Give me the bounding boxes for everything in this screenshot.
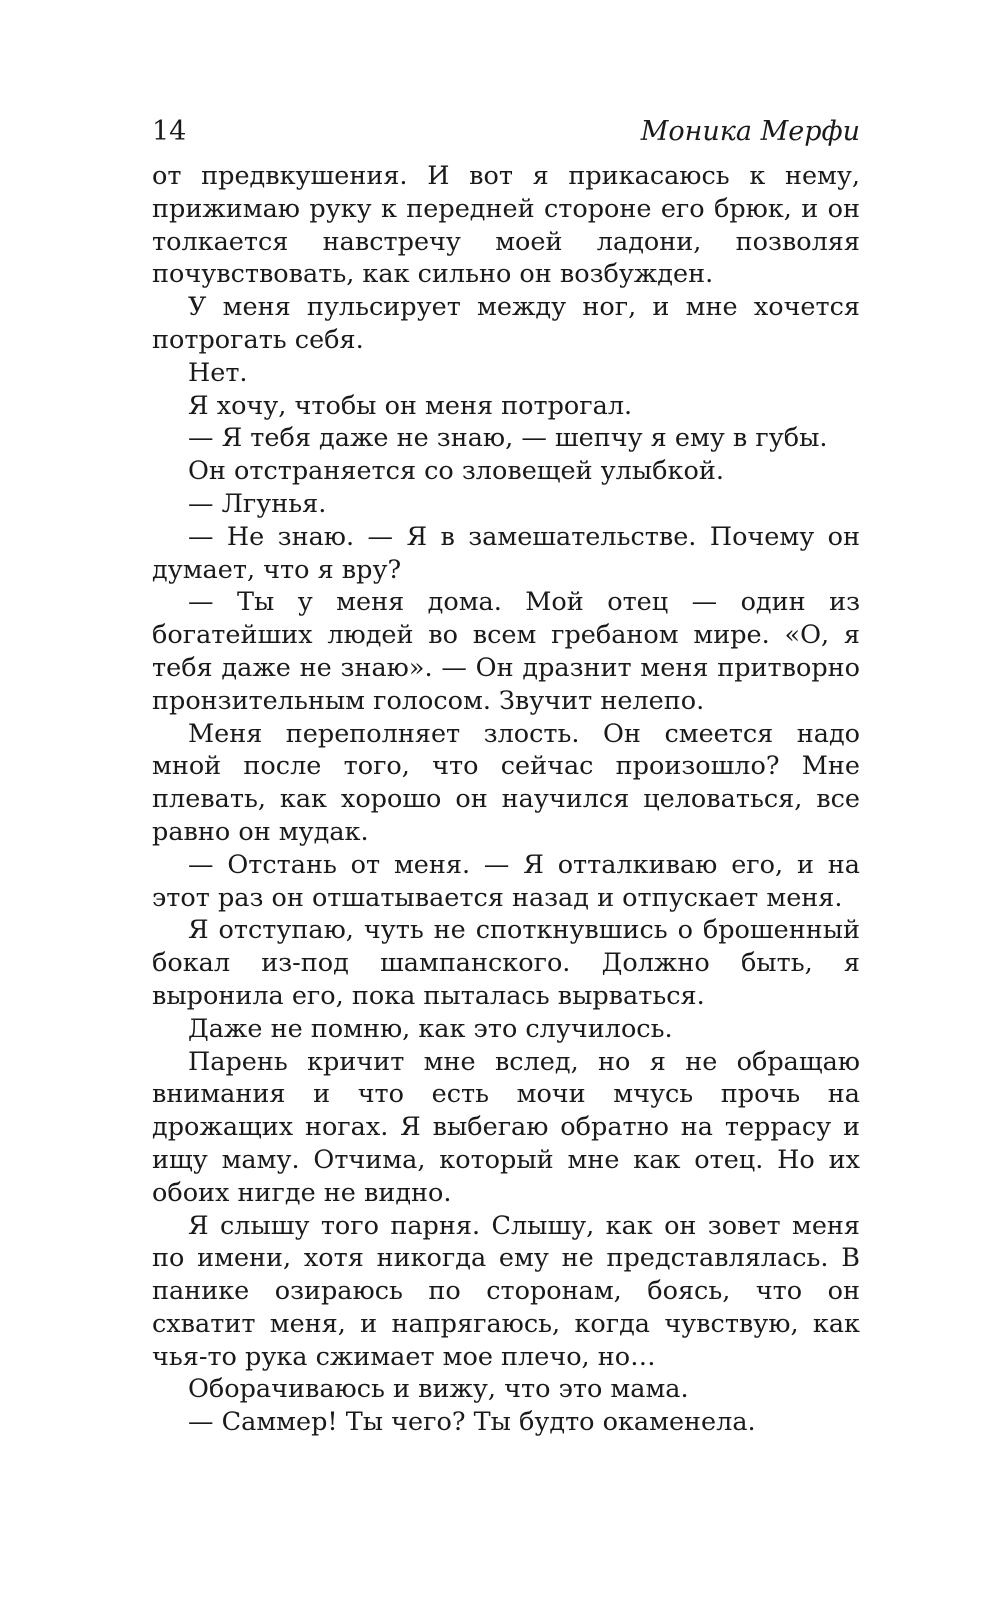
paragraph: Я слышу того парня. Слышу, как он зовет меня по имени, хотя никогда ему не представлялась. В панике озираюсь по сторонам, боясь, что он схватит меня, и напрягаюсь, когда чувствую, как чья-то рука сжимает мое плечо, но…: [152, 1210, 860, 1372]
paragraph: Меня переполняет злость. Он смеется надо мной после того, что сейчас произошло? Мне плевать, как хорошо он научился целоваться, все равно он мудак.: [152, 718, 860, 847]
paragraph: Нет.: [188, 357, 248, 388]
paragraph: Даже не помню, как это случилось.: [188, 1013, 673, 1044]
paragraph: — Не знаю. — Я в замешательстве. Почему он думает, что я вру?: [152, 521, 860, 585]
paragraph: У меня пульсирует между ног, и мне хочется потрогать себя.: [152, 292, 860, 355]
book-page: [152, 112, 860, 1439]
paragraph: — Ты у меня дома. Мой отец — один из богатейших людей во всем гребаном мире. «О, я тебя даже не знаю». — Он дразнит меня притворно пронзительным голосом. Звучит нелепо.: [152, 587, 860, 716]
body-text: [152, 160, 860, 1439]
paragraph: Я хочу, чтобы он меня потрогал.: [188, 390, 633, 421]
running-title: Моника Мерфи: [640, 116, 860, 147]
paragraph: от предвкушения. И вот я прикасаюсь к нему, прижимаю руку к передней стороне его брюк, и он толкается навстречу моей ладони, позволяя почувствовать, как сильно он возбужден.: [152, 161, 860, 290]
paragraph: — Лгунья.: [188, 488, 327, 519]
paragraph: — Саммер! Ты чего? Ты будто окаменела.: [188, 1407, 756, 1438]
page-number: 14: [152, 116, 187, 147]
paragraph: — Отстань от меня. — Я отталкиваю его, и на этот раз он отшатывается назад и отпускает меня.: [152, 849, 860, 913]
running-head: [152, 112, 860, 152]
paragraph: — Я тебя даже не знаю, — шепчу я ему в губы.: [188, 423, 828, 454]
paragraph: Он отстраняется со зловещей улыбкой.: [188, 456, 724, 487]
paragraph: Оборачиваюсь и вижу, что это мама.: [188, 1374, 689, 1405]
paragraph: Я отступаю, чуть не споткнувшись о брошенный бокал из-под шампанского. Должно быть, я выронила его, пока пыталась вырваться.: [152, 915, 860, 1011]
paragraph: Парень кричит мне вслед, но я не обращаю внимания и что есть мочи мчусь прочь на дрожащих ногах. Я выбегаю обратно на террасу и ищу маму. Отчима, который мне как отец. Но их обоих нигде не видно.: [152, 1046, 860, 1208]
